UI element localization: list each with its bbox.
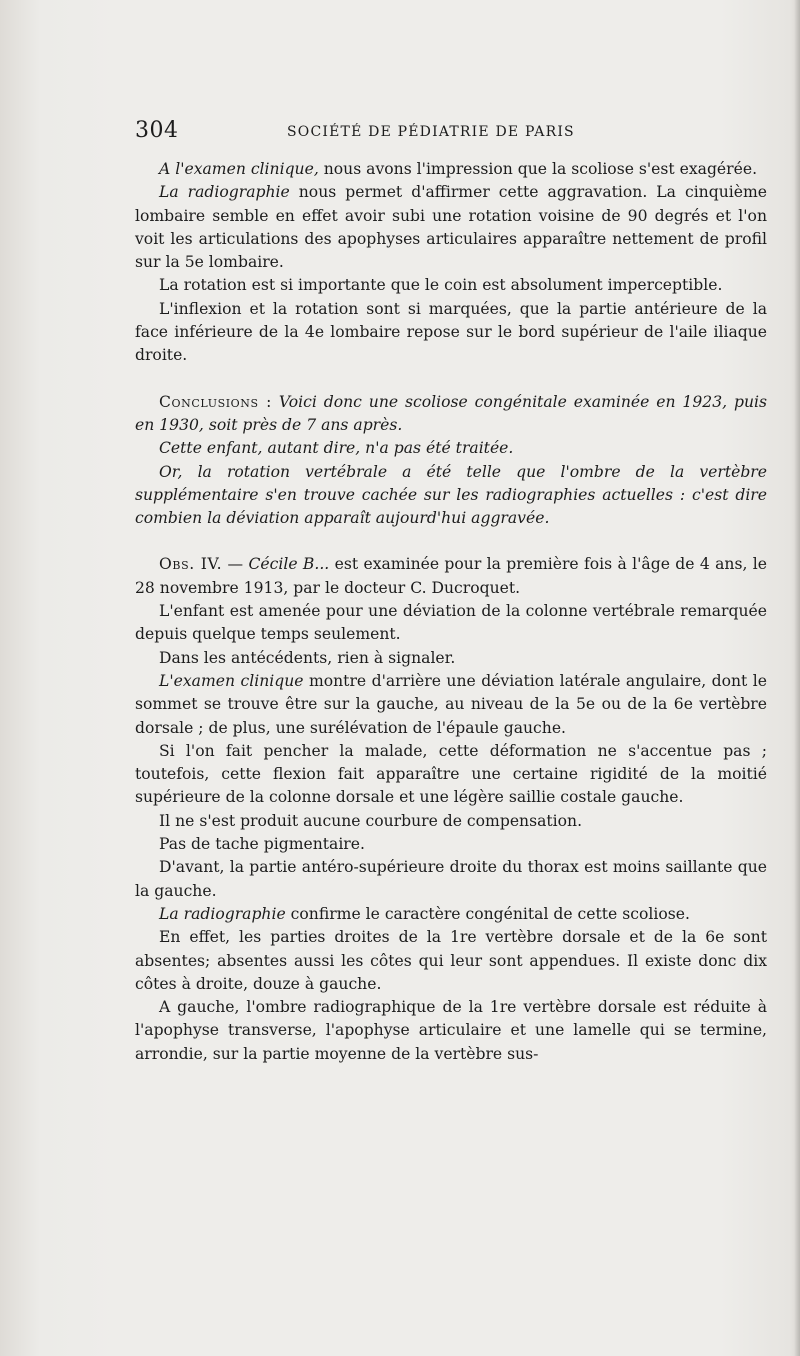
conclusions-paragraph: Cette enfant, autant dire, n'a pas été traitée. bbox=[159, 439, 514, 458]
paragraph: En effet, les parties droites de la 1re vertèbre dorsale et de la 6e sont absentes; absentes aussi les côtes qui leur sont appendues. Il existe donc dix côtes à droite, douze à gauche. bbox=[135, 928, 767, 993]
running-title: SOCIÉTÉ DE PÉDIATRIE DE PARIS bbox=[287, 124, 575, 140]
conclusions-label: Conclusions : bbox=[159, 392, 272, 411]
page-header bbox=[135, 118, 767, 148]
paragraph bbox=[135, 298, 767, 368]
paragraph: Pas de tache pigmentaire. bbox=[159, 835, 365, 854]
body-text bbox=[135, 158, 767, 1066]
observation-text: est examinée pour la première fois à l'âge de 4 ans, le 28 novembre 1913, par le docteur C. Ducroquet. bbox=[135, 555, 767, 597]
paragraph-lead: La radiographie bbox=[159, 904, 286, 923]
conclusions-paragraph: Or, la rotation vertébrale a été telle que l'ombre de la vertèbre supplémentaire s'en trouve cachée sur les radiographies actuelles : c'est dire combien la déviation apparaît aujourd'hui aggravée. bbox=[135, 462, 767, 528]
paragraph: A gauche, l'ombre radiographique de la 1re vertèbre dorsale est réduite à l'apophyse transverse, l'apophyse articulaire et une lamelle qui se termine, arrondie, sur la partie moyenne de la vertèbre sus- bbox=[135, 998, 767, 1063]
paragraph: Si l'on fait pencher la malade, cette déformation ne s'accentue pas ; toutefois, cette flexion fait apparaître une certaine rigidité de la moitié supérieure de la colonne dorsale et une légère saillie costale gauche. bbox=[135, 741, 767, 807]
conclusions-text: Voici donc une scoliose congénitale examinée en 1923, puis en 1930, soit près de 7 ans après. bbox=[135, 392, 767, 434]
paragraph-text: nous permet d'affirmer cette aggravation. La cinquième lombaire semble en effet avoir subi une rotation voisine de 90 degrés et l'on voit les articulations des apophyses articulaires apparaître nettement de profil sur la 5e lombaire. bbox=[135, 183, 767, 272]
observation-intro bbox=[135, 553, 767, 600]
paragraph-text: La rotation est si importante que le coin est absolument imperceptible. bbox=[159, 276, 723, 295]
paragraph bbox=[135, 181, 767, 274]
page-number: 304 bbox=[135, 118, 179, 143]
paragraph: D'avant, la partie antéro-supérieure droite du thorax est moins saillante que la gauche. bbox=[135, 858, 767, 900]
paragraph-text: montre d'arrière une déviation latérale angulaire, dont le sommet se trouve être sur la gauche, au niveau de la 5e ou de la 6e vertèbre dorsale ; de plus, une surélévation de l'épaule gauche. bbox=[135, 671, 767, 737]
paragraph bbox=[135, 903, 767, 926]
paragraph bbox=[135, 670, 767, 740]
paragraph: Dans les antécédents, rien à signaler. bbox=[159, 648, 456, 667]
observation-label: Obs. IV. bbox=[159, 555, 223, 574]
paragraph-lead: A l'examen clinique, bbox=[159, 160, 319, 178]
paragraph bbox=[135, 158, 767, 181]
paragraph-text: confirme le caractère congénital de cette scoliose. bbox=[285, 904, 690, 923]
page-edge-shadow bbox=[794, 0, 800, 1356]
paragraph: Il ne s'est produit aucune courbure de compensation. bbox=[159, 811, 583, 830]
paragraph-text: nous avons l'impression que la scoliose s'est exagérée. bbox=[318, 160, 758, 178]
paragraph: L'enfant est amenée pour une déviation de la colonne vertébrale remarquée depuis quelque temps seulement. bbox=[135, 602, 767, 644]
paragraph-lead: L'examen clinique bbox=[159, 671, 304, 690]
paragraph bbox=[135, 274, 767, 297]
patient-name: Cécile B... bbox=[248, 555, 330, 574]
conclusions-paragraph bbox=[135, 391, 767, 438]
paragraph-text: L'inflexion et la rotation sont si marquées, que la partie antérieure de la face inférieure de la 4e lombaire repose sur le bord supérieur de l'aile iliaque droite. bbox=[135, 299, 767, 365]
paragraph-lead: La radiographie bbox=[159, 183, 290, 202]
observation-dash: — bbox=[222, 555, 249, 574]
